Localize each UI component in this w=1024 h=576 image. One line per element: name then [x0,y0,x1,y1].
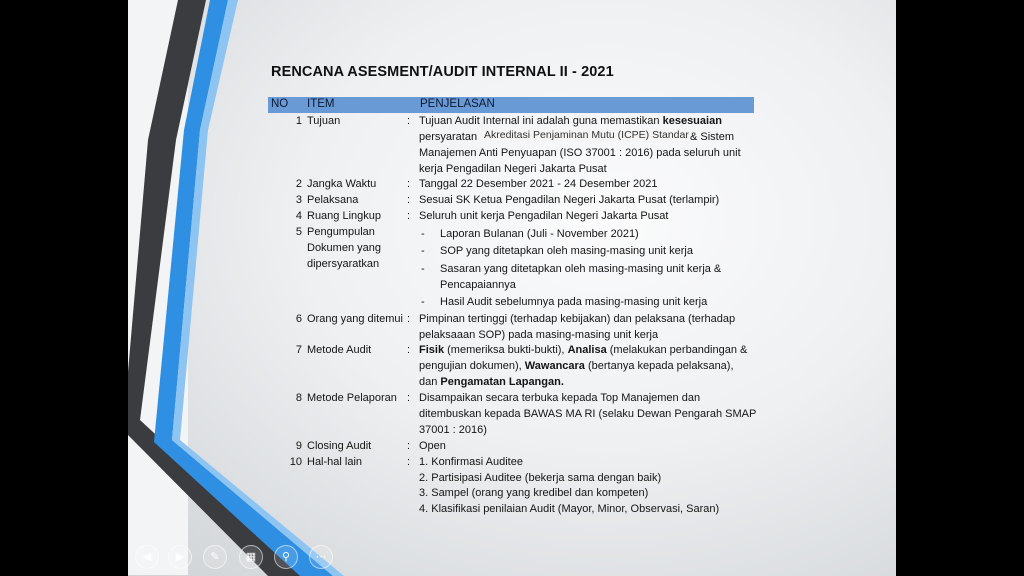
row-3-line-1: Sesuai SK Ketua Pengadilan Negeri Jakarta Pusat (terlampir) [419,194,720,206]
bullet-dash: - [421,263,425,275]
row-5-bullet-1: Laporan Bulanan (Juli - November 2021) [440,228,639,240]
row-2-no: 2 [295,178,302,190]
row-8-item: Metode Pelaporan [307,392,397,404]
row-5-bullet-2: SOP yang ditetapkan oleh masing-masing unit kerja [440,245,693,257]
row-1-no: 1 [295,115,302,127]
row-10-line-3: 3. Sampel (orang yang kredibel dan kompeten) [419,487,649,499]
row-1-line-2: persyaratan [419,131,478,143]
row-7-colon: : [407,344,411,356]
row-5-no: 5 [295,226,302,238]
pen-icon[interactable]: ✎ [203,545,227,569]
row-3-no: 3 [295,194,302,206]
bullet-dash: - [421,296,425,308]
row-10-line-1: 1. Konfirmasi Auditee [419,456,523,468]
row-5-bullet-4: Hasil Audit sebelumnya pada masing-masing unit kerja [440,296,708,308]
row-10-no: 10 [289,456,302,468]
row-4-colon: : [407,210,411,222]
zoom-icon[interactable]: ⚲ [274,545,298,569]
row-7-line-3: dan Pengamatan Lapangan. [419,376,564,388]
row-2-line-1: Tanggal 22 Desember 2021 - 24 Desember 2021 [419,178,658,190]
row-7-line-2: pengujian dokumen), Wawancara (bertanya kepada pelaksana), [419,360,734,372]
row-9-colon: : [407,440,411,452]
row-8-colon: : [407,392,411,404]
row-1-item: Tujuan [307,115,341,127]
slides-icon[interactable]: ▦ [239,545,263,569]
row-8-line-2: ditembuskan kepada BAWAS MA RI (selaku Dewan Pengarah SMAP [419,408,757,420]
row-1-line-1: Tujuan Audit Internal ini adalah guna memastikan kesesuaian [419,115,722,127]
standard-chip: Akreditasi Penjaminan Mutu (ICPE) Standar [480,128,693,142]
row-4-line-1: Seluruh unit kerja Pengadilan Negeri Jakarta Pusat [419,210,669,222]
more-icon[interactable]: ⋯ [309,545,333,569]
next-icon[interactable]: ▶ [168,545,192,569]
row-9-no: 9 [295,440,302,452]
row-6-line-2: pelaksaaan SOP) pada masing-masing unit kerja [419,329,659,341]
row-4-item: Ruang Lingkup [307,210,382,222]
header-penjelasan: PENJELASAN [420,98,495,110]
row-6-colon: : [407,313,411,325]
row-8-no: 8 [295,392,302,404]
row-4-no: 4 [295,210,302,222]
row-10-line-2: 2. Partisipasi Auditee (bekerja sama dengan baik) [419,472,662,484]
row-1-colon: : [407,115,411,127]
row-3-item: Pelaksana [307,194,359,206]
row-5-item-1: Pengumpulan [307,226,375,238]
row-7-line-1: Fisik (memeriksa bukti-bukti), Analisa (melakukan perbandingan & [419,344,748,356]
row-5-item-2: Dokumen yang [307,242,381,254]
row-7-no: 7 [295,344,302,356]
row-8-line-1: Disampaikan secara terbuka kepada Top Manajemen dan [419,392,701,404]
row-1-line-2b: & Sistem [690,131,735,143]
row-6-line-1: Pimpinan tertinggi (terhadap kebijakan) dan pelaksana (terhadap [419,313,736,325]
row-6-item: Orang yang ditemui [307,313,403,325]
row-10-item: Hal-hal lain [307,456,363,468]
slide-title: RENCANA ASESMENT/AUDIT INTERNAL II - 2021 [271,64,614,80]
row-9-line-1: Open [419,440,446,452]
row-1-line-4: kerja Pengadilan Negeri Jakarta Pusat [419,163,607,175]
slide-content [128,0,896,576]
row-5-bullet-3b: Pencapaiannya [440,279,516,291]
row-10-colon: : [407,456,411,468]
bullet-dash: - [421,228,425,240]
row-2-item: Jangka Waktu [307,178,377,190]
row-9-item: Closing Audit [307,440,372,452]
row-7-item: Metode Audit [307,344,372,356]
bullet-dash: - [421,245,425,257]
table-header [268,97,754,113]
header-no: NO [271,98,289,110]
row-6-no: 6 [295,313,302,325]
row-5-bullet-3: Sasaran yang ditetapkan oleh masing-masing unit kerja & [440,263,722,275]
row-5-item-3: dipersyaratkan [307,258,380,270]
row-2-colon: : [407,178,411,190]
row-10-line-4: 4. Klasifikasi penilaian Audit (Mayor, Minor, Observasi, Saran) [419,503,720,515]
row-8-line-3: 37001 : 2016) [419,424,487,436]
previous-icon[interactable]: ◀ [135,545,159,569]
header-item: ITEM [307,98,335,110]
row-3-colon: : [407,194,411,206]
row-1-line-3: Manajemen Anti Penyuapan (ISO 37001 : 2016) pada seluruh unit [419,147,741,159]
